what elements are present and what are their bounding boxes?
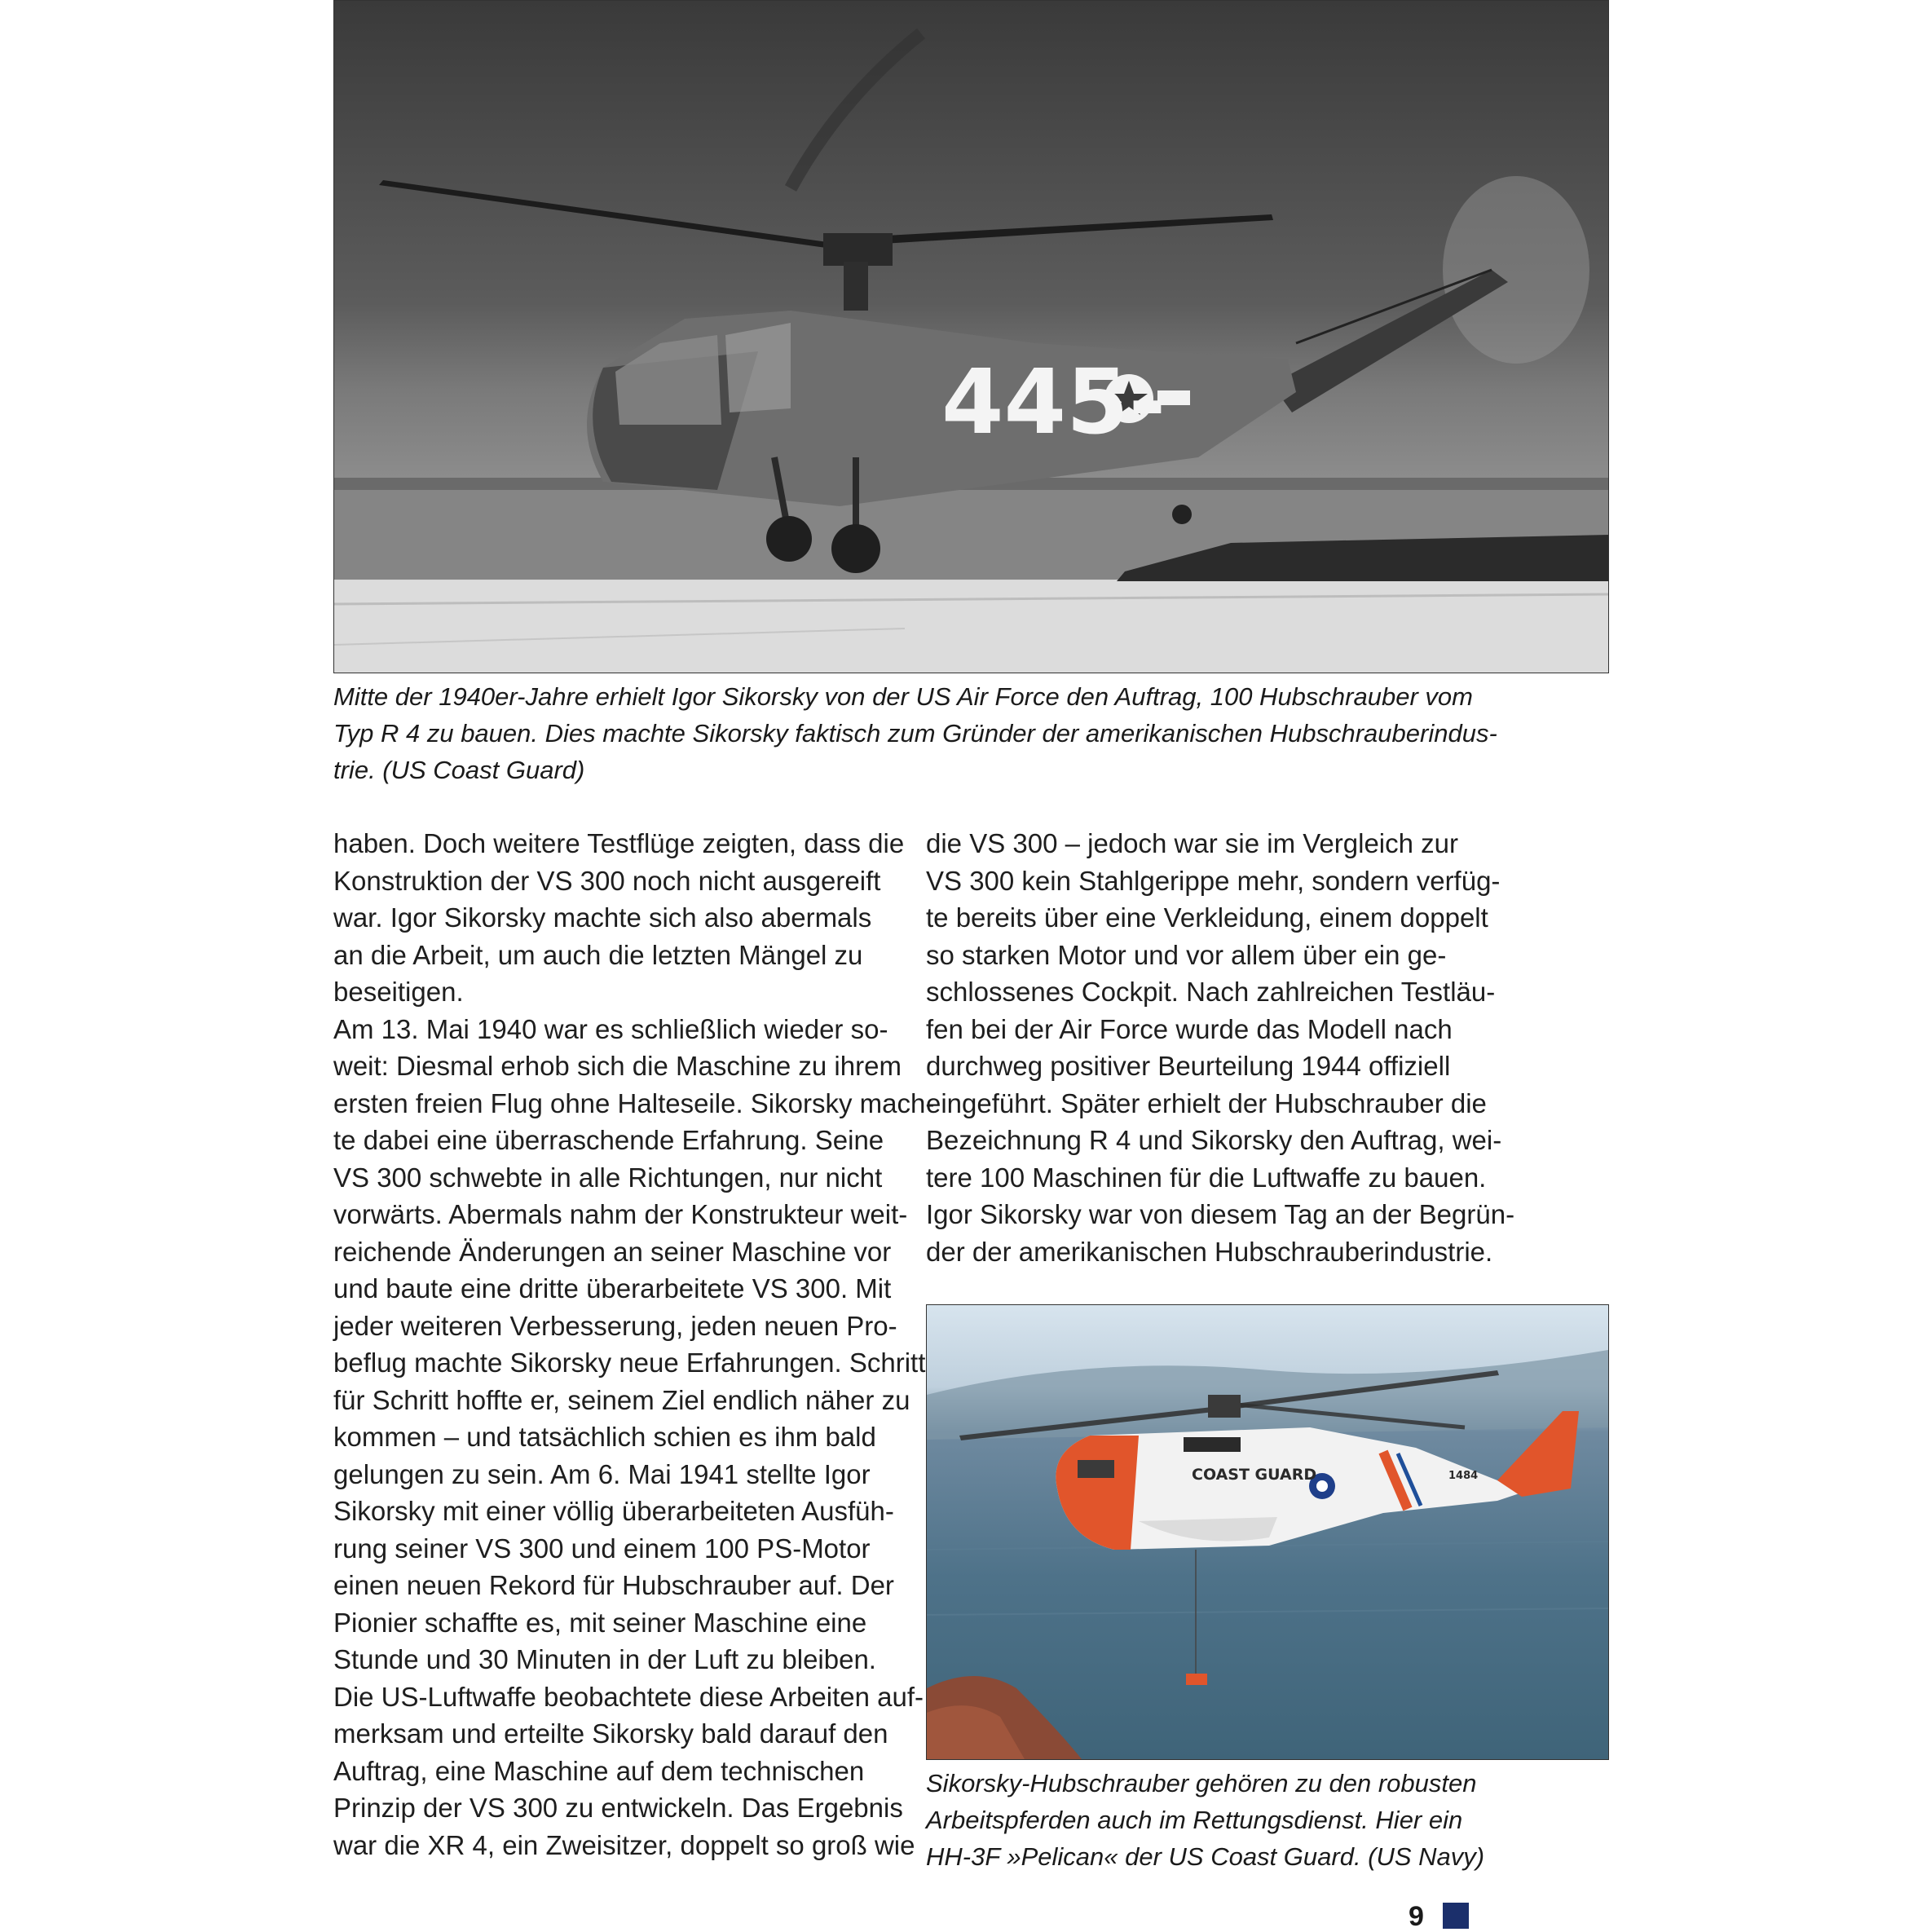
text-line: Die US-Luftwaffe beobachtete diese Arbeiten auf- bbox=[333, 1681, 924, 1712]
helicopter-tail-number: 445- bbox=[941, 350, 1166, 454]
text-line: Pionier schaffte es, mit seiner Maschine eine bbox=[333, 1607, 867, 1638]
text-line: einen neuen Rekord für Hubschrauber auf. Der bbox=[333, 1570, 894, 1600]
text-line: VS 300 kein Stahlgerippe mehr, sondern verfüg- bbox=[926, 865, 1501, 896]
fuselage-tail-number: 1484 bbox=[1448, 1470, 1479, 1482]
text-line: für Schritt hoffte er, seinem Ziel endlich näher zu bbox=[333, 1384, 910, 1415]
text-column-right bbox=[926, 825, 1515, 1270]
text-line: gelungen zu sein. Am 6. Mai 1941 stellte Igor bbox=[333, 1458, 871, 1489]
text-line: merksam und erteilte Sikorsky bald darauf den bbox=[333, 1718, 888, 1749]
caption-line: trie. (US Coast Guard) bbox=[333, 756, 585, 784]
fuselage-coast-guard-text: COAST GUARD bbox=[1192, 1466, 1317, 1484]
caption-line: Sikorsky-Hubschrauber gehören zu den robusten bbox=[926, 1769, 1477, 1797]
text-line: te dabei eine überraschende Erfahrung. Seine bbox=[333, 1125, 884, 1155]
text-line: weit: Diesmal erhob sich die Maschine zu ihrem bbox=[333, 1051, 902, 1081]
caption-line: HH-3F »Pelican« der US Coast Guard. (US Navy) bbox=[926, 1842, 1485, 1871]
text-line: Bezeichnung R 4 und Sikorsky den Auftrag, wei- bbox=[926, 1125, 1502, 1155]
caption-top-photo bbox=[333, 678, 1497, 788]
text-line: reichende Änderungen an seiner Maschine vor bbox=[333, 1236, 892, 1267]
text-line: durchweg positiver Beurteilung 1944 offiziell bbox=[926, 1051, 1451, 1081]
text-line: und baute eine dritte überarbeitete VS 300. Mit bbox=[333, 1273, 892, 1303]
text-line: Auftrag, eine Maschine auf dem technischen bbox=[333, 1755, 865, 1786]
text-line: kommen – und tatsächlich schien es ihm bald bbox=[333, 1422, 876, 1452]
text-line: Konstruktion der VS 300 noch nicht ausgereift bbox=[333, 865, 881, 896]
photo-hh3f-pelican bbox=[926, 1304, 1609, 1760]
caption-line: Arbeitspferden auch im Rettungsdienst. Hier ein bbox=[926, 1806, 1463, 1834]
text-line: beflug machte Sikorsky neue Erfahrungen. Schritt bbox=[333, 1348, 926, 1378]
text-line: Igor Sikorsky war von diesem Tag an der Begrün- bbox=[926, 1199, 1515, 1229]
text-line: jeder weiteren Verbesserung, jeden neuen Pro- bbox=[333, 1310, 897, 1341]
text-line: so starken Motor und vor allem über ein ge- bbox=[926, 939, 1447, 970]
text-line: haben. Doch weitere Testflüge zeigten, dass die bbox=[333, 828, 905, 858]
text-line: VS 300 schwebte in alle Richtungen, nur nicht bbox=[333, 1162, 883, 1193]
text-line: die VS 300 – jedoch war sie im Vergleich zur bbox=[926, 828, 1459, 858]
text-line: war. Igor Sikorsky machte sich also abermals bbox=[333, 902, 872, 933]
text-line: war die XR 4, ein Zweisitzer, doppelt so groß wie bbox=[333, 1829, 915, 1860]
page-number: 9 bbox=[1409, 1901, 1424, 1932]
text-line: Prinzip der VS 300 zu entwickeln. Das Ergebnis bbox=[333, 1793, 903, 1823]
text-line: tere 100 Maschinen für die Luftwaffe zu bauen. bbox=[926, 1162, 1487, 1193]
text-line: ersten freien Flug ohne Halteseile. Sikorsky mach- bbox=[333, 1087, 935, 1118]
text-line: Sikorsky mit einer völlig überarbeiteten Ausfüh- bbox=[333, 1496, 894, 1526]
photo-sikorsky-r4 bbox=[333, 0, 1609, 673]
page-marker-square bbox=[1443, 1903, 1469, 1929]
caption-line: Mitte der 1940er-Jahre erhielt Igor Sikorsky von der US Air Force den Auftrag, 100 Hubschrauber vom bbox=[333, 682, 1473, 711]
text-line: Am 13. Mai 1940 war es schließlich wieder so- bbox=[333, 1013, 888, 1044]
text-column-left bbox=[333, 825, 935, 1864]
caption-bottom-photo bbox=[926, 1765, 1497, 1875]
text-line: eingeführt. Später erhielt der Hubschrauber die bbox=[926, 1087, 1487, 1118]
text-line: fen bei der Air Force wurde das Modell nach bbox=[926, 1013, 1453, 1044]
text-line: beseitigen. bbox=[333, 977, 464, 1007]
caption-line: Typ R 4 zu bauen. Dies machte Sikorsky faktisch zum Gründer der amerikanischen Hubschrauberindus- bbox=[333, 719, 1497, 748]
text-line: der der amerikanischen Hubschrauberindustrie. bbox=[926, 1236, 1493, 1267]
text-line: te bereits über eine Verkleidung, einem doppelt bbox=[926, 902, 1488, 933]
text-line: an die Arbeit, um auch die letzten Mängel zu bbox=[333, 939, 863, 970]
text-line: vorwärts. Abermals nahm der Konstrukteur weit- bbox=[333, 1199, 908, 1229]
text-line: schlossenes Cockpit. Nach zahlreichen Testläu- bbox=[926, 977, 1496, 1007]
text-line: rung seiner VS 300 und einem 100 PS-Motor bbox=[333, 1533, 871, 1564]
text-line: Stunde und 30 Minuten in der Luft zu bleiben. bbox=[333, 1644, 876, 1674]
